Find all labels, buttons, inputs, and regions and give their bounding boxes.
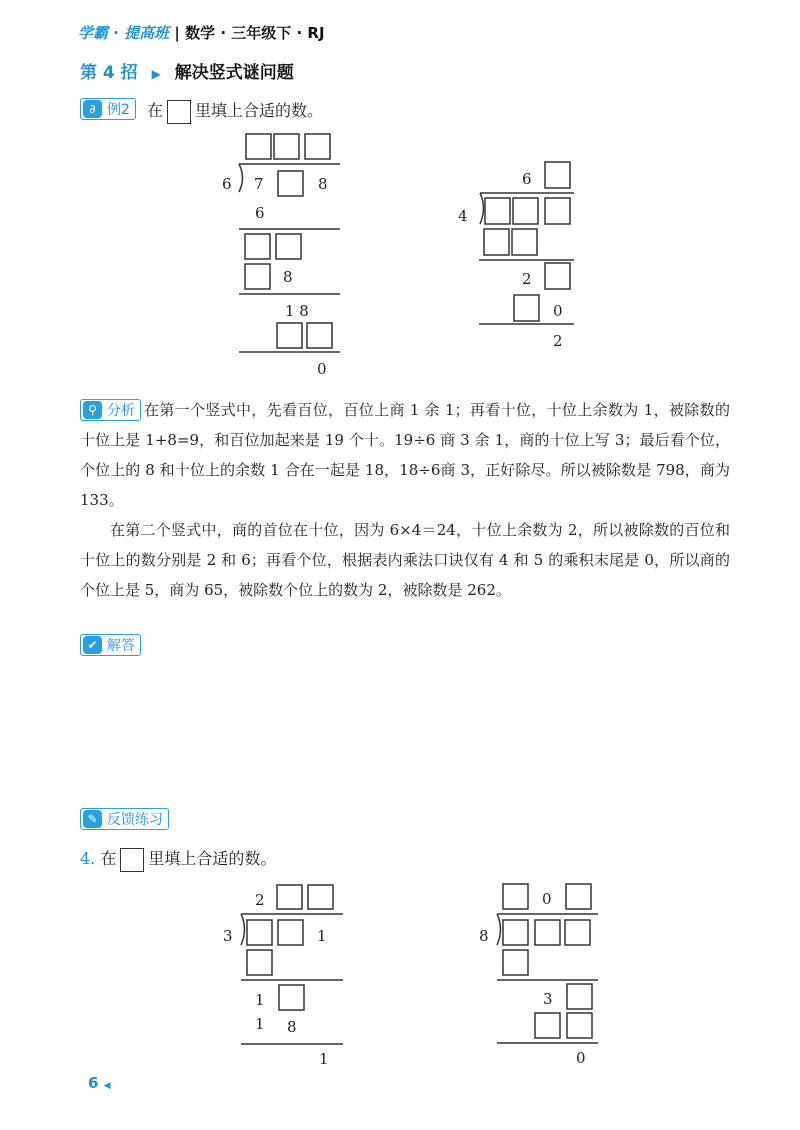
blank-box[interactable] <box>514 295 539 321</box>
blank-box[interactable] <box>278 920 303 945</box>
blank-box[interactable] <box>279 985 304 1010</box>
blank-box[interactable] <box>247 950 272 975</box>
step-value: 1 <box>255 1015 265 1033</box>
prompt-before: 在 <box>147 101 164 120</box>
blank-box[interactable] <box>484 229 509 255</box>
blank-box[interactable] <box>246 134 271 159</box>
practice-tag-label: 反馈练习 <box>107 812 163 828</box>
blank-box[interactable] <box>277 323 302 348</box>
long-division-4 <box>475 880 605 1070</box>
blank-box[interactable] <box>545 162 570 188</box>
long-division-2 <box>450 158 580 358</box>
blank-box[interactable] <box>512 229 537 255</box>
play-arrow-icon: ▶ <box>151 67 161 81</box>
paperclip-icon: ∂ <box>83 100 102 118</box>
example-tag-label: 例2 <box>107 102 130 118</box>
blank-box[interactable] <box>566 884 591 909</box>
blank-box[interactable] <box>567 1013 592 1038</box>
division-bracket <box>241 914 343 945</box>
step-value: 6 <box>255 204 265 222</box>
analysis-paragraph-1: 在第一个竖式中，先看百位，百位上商 1 余 1；再看十位，十位上余数为 1，被除数的十位上是 1+8=9，和百位加起来是 19 个十。19÷6 商 3 余 1，商的十位上写 3；最后看个位，个位上的 8 和十位上的余数 1 合在一起是 18，18÷6商 3，正好除尽。所以被除数是 798，商为 133。 <box>80 401 730 509</box>
question-number: 4. <box>80 849 96 868</box>
divisor: 8 <box>479 927 489 945</box>
dividend-digit: 1 <box>317 927 327 945</box>
blank-box[interactable] <box>274 134 299 159</box>
long-division-1 <box>215 130 350 385</box>
quotient-digit: 6 <box>522 170 532 188</box>
blank-box[interactable] <box>503 950 528 975</box>
example-prompt <box>147 98 323 124</box>
checkmark-icon: ✔ <box>83 636 102 654</box>
blank-box[interactable] <box>535 920 560 945</box>
prompt-before: 在 <box>100 849 117 868</box>
magnifier-icon: ⚲ <box>83 401 102 419</box>
header-subject: 数学 · 三年级下 · RJ <box>185 24 325 42</box>
step-value: 8 <box>287 1018 297 1036</box>
remainder: 1 <box>319 1050 329 1068</box>
blank-box[interactable] <box>567 984 592 1009</box>
practice-prompt <box>80 846 276 872</box>
analysis-text <box>80 395 730 605</box>
blank-box[interactable] <box>503 884 528 909</box>
blank-box[interactable] <box>245 264 270 289</box>
blank-box[interactable] <box>485 198 510 224</box>
blank-box[interactable] <box>308 885 333 909</box>
header-separator: | <box>174 24 180 42</box>
blank-box[interactable] <box>565 920 590 945</box>
step-value: 8 <box>283 268 293 286</box>
section-heading: 解决竖式谜问题 <box>174 63 294 83</box>
prompt-after: 里填上合适的数。 <box>148 849 277 868</box>
practice-tag <box>80 808 169 830</box>
blank-box[interactable] <box>245 234 270 259</box>
divisor: 3 <box>223 927 233 945</box>
divisor: 4 <box>458 207 468 225</box>
blank-box[interactable] <box>307 323 332 348</box>
blank-box[interactable] <box>535 1013 560 1038</box>
dividend-digit: 7 <box>254 175 264 193</box>
answer-tag-label: 解答 <box>107 638 135 654</box>
quotient-digit: 2 <box>255 891 265 909</box>
blank-box[interactable] <box>545 263 570 289</box>
blank-box[interactable] <box>276 234 301 259</box>
blank-box[interactable] <box>305 134 330 159</box>
section-title <box>80 58 294 83</box>
answer-tag <box>80 634 141 656</box>
step-value: 1 <box>255 991 265 1009</box>
blank-box-sample <box>120 848 144 872</box>
step-value: 2 <box>522 270 532 288</box>
step-value: 3 <box>543 990 553 1008</box>
blank-box[interactable] <box>503 920 528 945</box>
pencil-icon: ✎ <box>83 810 102 828</box>
divisor: 6 <box>222 175 232 193</box>
quotient-digit: 0 <box>542 890 552 908</box>
analysis-paragraph-2: 在第二个竖式中，商的首位在十位，因为 6×4＝24，十位上余数为 2，所以被除数的百位和十位上的数分别是 2 和 6；再看个位，根据表内乘法口诀仅有 4 和 5 的乘积末尾是 0，所以商的个位上是 5，商为 65，被除数个位上的数为 2，被除数是 262。 <box>80 521 730 599</box>
long-division-3 <box>215 880 350 1070</box>
blank-box[interactable] <box>278 171 303 196</box>
step-value: 0 <box>553 302 563 320</box>
running-header <box>78 22 325 43</box>
blank-box[interactable] <box>277 885 302 909</box>
analysis-tag-label: 分析 <box>107 403 135 419</box>
section-number: 第 4 招 <box>80 63 138 83</box>
dividend-digit: 8 <box>318 175 328 193</box>
remainder: 0 <box>576 1049 586 1067</box>
left-arrow-icon: ◀ <box>103 1081 111 1091</box>
remainder: 2 <box>553 332 563 350</box>
page-number-value: 6 <box>88 1074 99 1092</box>
step-value: 1 8 <box>285 302 309 320</box>
division-bracket <box>497 914 598 945</box>
blank-box[interactable] <box>545 198 570 224</box>
example-tag <box>80 98 136 120</box>
prompt-after: 里填上合适的数。 <box>195 101 324 120</box>
brand-name: 学霸 · 提高班 <box>78 24 170 42</box>
remainder: 0 <box>317 360 327 378</box>
blank-box[interactable] <box>247 920 272 945</box>
blank-box-sample <box>167 100 191 124</box>
blank-box[interactable] <box>513 198 538 224</box>
page-number <box>88 1074 111 1092</box>
